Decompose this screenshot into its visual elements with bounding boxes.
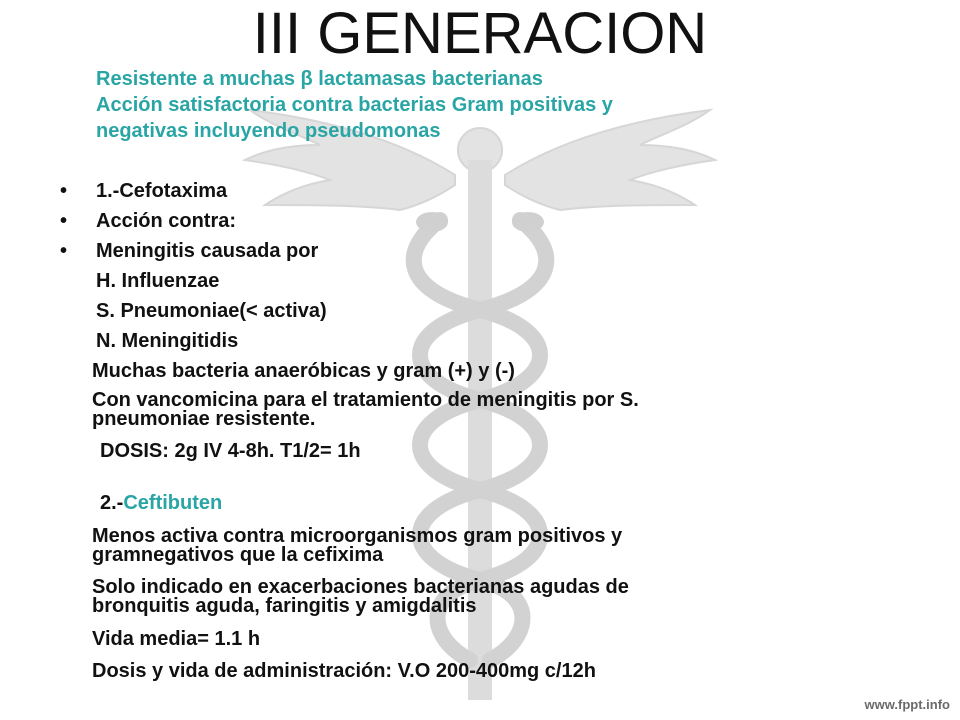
organism-item: N. Meningitidis	[96, 330, 239, 352]
subtitle-line: Resistente a muchas β lactamasas bacterianas	[96, 68, 543, 90]
drug2-heading	[100, 492, 222, 514]
slide-subtitle	[96, 66, 876, 144]
organism-item: S. Pneumoniae(< activa)	[96, 300, 327, 322]
watermark-text: www.fppt.info	[864, 697, 950, 712]
drug2-dosage: Dosis y vida de administración: V.O 200-400mg c/12h	[92, 660, 596, 682]
subtitle-line: Acción satisfactoria contra bacterias Gram positivas y	[96, 94, 613, 116]
slide-title: III GENERACION	[252, 1, 708, 66]
drug2-prefix: 2.-	[100, 492, 124, 514]
vancomycin-line-cont: pneumoniae resistente.	[92, 408, 316, 430]
dosis-line: DOSIS: 2g IV 4-8h. T1/2= 1h	[100, 440, 361, 462]
drug2-activity-line: Menos activa contra microorganismos gram positivos y	[92, 525, 623, 547]
meningitis-label: Meningitis causada por	[96, 240, 319, 262]
bullet-marker: •	[60, 210, 68, 232]
action-label: Acción contra:	[96, 210, 237, 232]
drug2-indication-line-cont: bronquitis aguda, faringitis y amigdalitis	[92, 595, 477, 617]
drug1-name: 1.-Cefotaxima	[96, 180, 228, 202]
anaerobic-line: Muchas bacteria anaeróbicas y gram (+) y (-)	[92, 360, 515, 382]
bullet-marker: •	[60, 240, 68, 262]
drug2-indication-line: Solo indicado en exacerbaciones bacterianas agudas de	[92, 576, 629, 598]
vancomycin-line: Con vancomicina para el tratamiento de meningitis por S.	[92, 389, 639, 411]
drug2-name: Ceftibuten	[123, 492, 223, 514]
drug2-half-life: Vida media= 1.1 h	[92, 628, 261, 650]
drug2-activity-line-cont: gramnegativos que la cefixima	[92, 544, 384, 566]
subtitle-line: negativas incluyendo pseudomonas	[96, 120, 441, 142]
organism-item: H. Influenzae	[96, 270, 220, 292]
bullet-marker: •	[60, 180, 68, 202]
